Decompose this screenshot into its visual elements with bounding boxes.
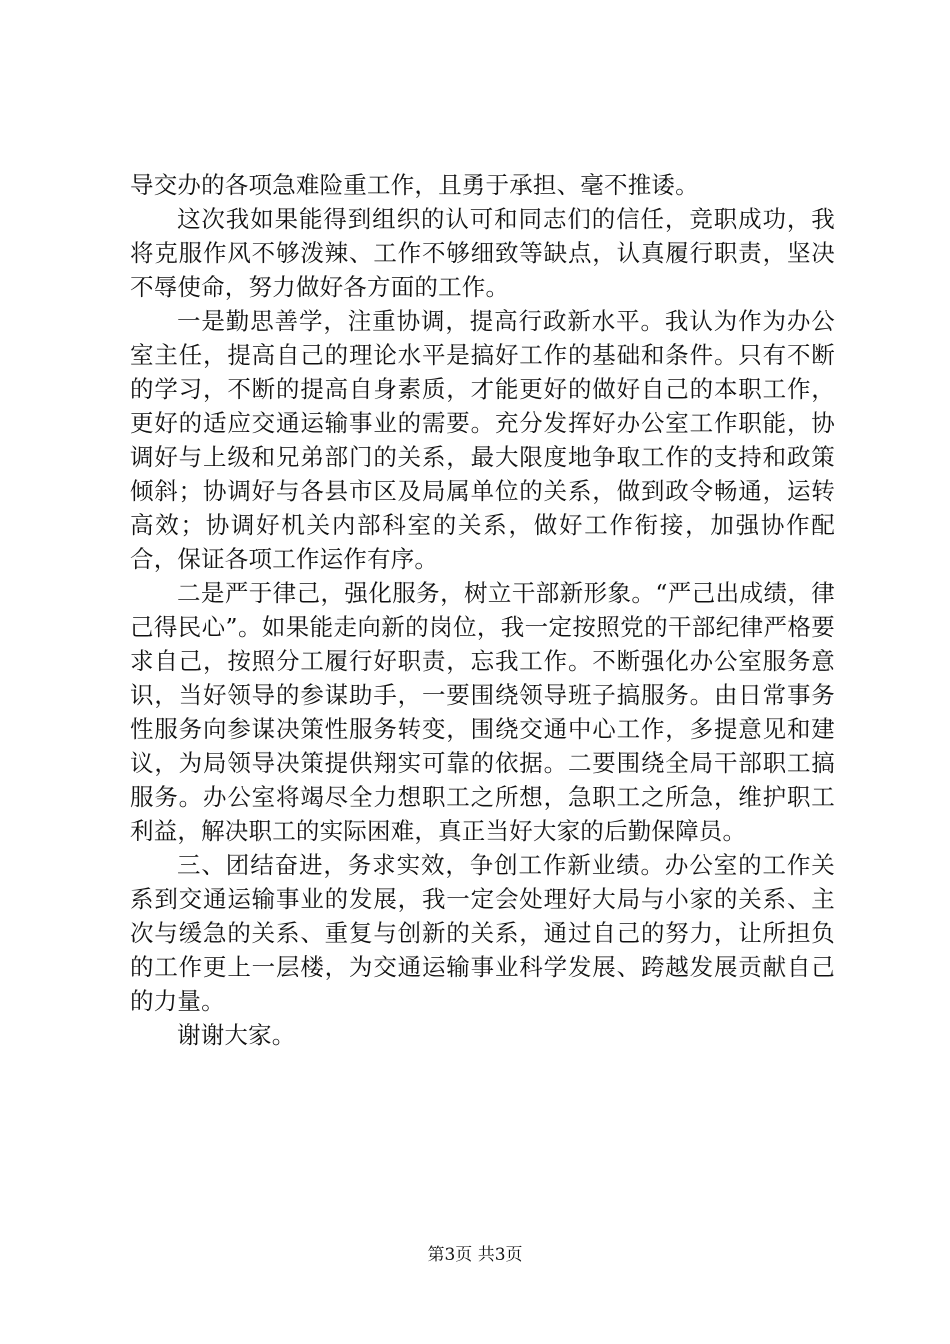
paragraph-point-one: 一是勤思善学，注重协调，提高行政新水平。我认为作为办公室主任，提高自己的理论水平是搞好工作的基础和条件。只有不断的学习，不断的提高自身素质，才能更好的做好自己的本职工作，更好的适应交通运输事业的需要。充分发挥好办公室工作职能，协调好与上级和兄弟部门的关系，最大限度地争取工作的支持和政策倾斜；协调好与各县市区及局属单位的关系，做到政令畅通，运转高效；协调好机关内部科室的关系，做好工作衔接，加强协作配合，保证各项工作运作有序。 (130, 307, 835, 573)
page-number-footer: 第3页 共3页 (427, 1245, 523, 1265)
paragraph-closing: 谢谢大家。 (177, 1021, 296, 1049)
paragraph-continued: 导交办的各项急难险重工作，且勇于承担、毫不推诿。 (130, 171, 699, 199)
paragraph-point-three: 三、团结奋进，务求实效，争创工作新业绩。办公室的工作关系到交通运输事业的发展，我一定会处理好大局与小家的关系、主次与缓急的关系、重复与创新的关系，通过自己的努力，让所担负的工作更上一层楼，为交通运输事业科学发展、跨越发展贡献自己的力量。 (130, 851, 835, 1015)
paragraph-point-two: 二是严于律己，强化服务，树立干部新形象。“严己出成绩，律己得民心”。如果能走向新的岗位，我一定按照党的干部纪律严格要求自己，按照分工履行好职责，忘我工作。不断强化办公室服务意识，当好领导的参谋助手，一要围绕领导班子搞服务。由日常事务性服务向参谋决策性服务转变，围绕交通中心工作，多提意见和建议，为局领导决策提供翔实可靠的依据。二要围绕全局干部职工搞服务。办公室将竭尽全力想职工之所想，急职工之所急，维护职工利益，解决职工的实际困难，真正当好大家的后勤保障员。 (130, 579, 835, 845)
document-body (130, 168, 835, 1052)
paragraph-commitment: 这次我如果能得到组织的认可和同志们的信任，竞职成功，我将克服作风不够泼辣、工作不够细致等缺点，认真履行职责，坚决不辱使命，努力做好各方面的工作。 (130, 205, 835, 301)
